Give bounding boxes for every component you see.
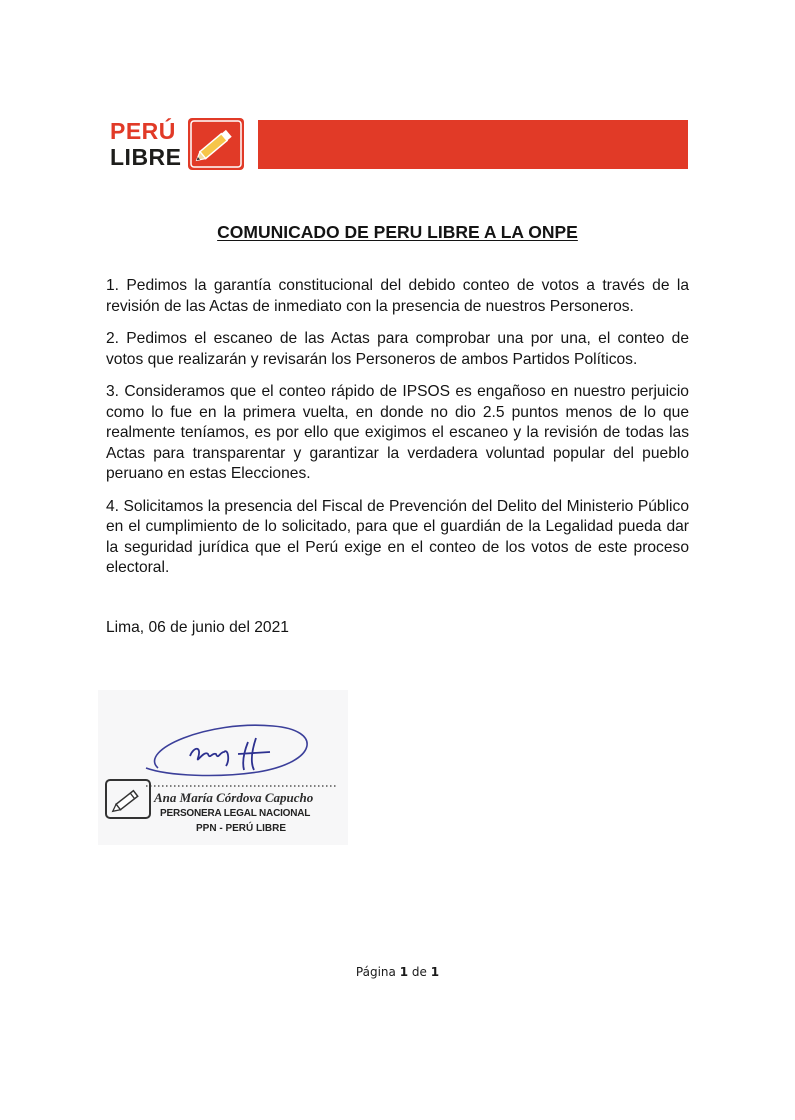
header-bar (258, 120, 688, 169)
logo-line-1: PERÚ (110, 118, 176, 144)
paragraph-2: 2. Pedimos el escaneo de las Actas para comprobar una por una, el conteo de votos que realizarán y revisarán los Personeros de ambos Partidos Políticos. (106, 330, 689, 368)
paragraph-3: 3. Consideramos que el conteo rápido de IPSOS es engañoso en nuestro perjuicio como lo fue en la primera vuelta, en donde no dio 2.5 puntos menos de lo que realmente teníamos, es por ello que exigimos el escaneo y la revisión de todas las Actas para transparentar y garantizar la verdadera voluntad popular del pueblo peruano en estas Elecciones. (106, 383, 689, 482)
page-number (0, 965, 795, 979)
signature-block (98, 690, 348, 845)
signatory-role: PERSONERA LEGAL NACIONAL (160, 808, 311, 819)
logo-line-2: LIBRE (110, 144, 182, 170)
place-date: Lima, 06 de junio del 2021 (106, 619, 289, 636)
document-body (106, 276, 689, 591)
current-page: 1 (399, 965, 409, 979)
paragraph-4: 4. Solicitamos la presencia del Fiscal de Prevención del Delito del Ministerio Público en el cumplimiento de lo solicitado, para que el guardián de la Legalidad pueda dar la seguridad jurídica que el Perú exige en el conteo de los votos de este proceso electoral. (106, 497, 689, 576)
document-title: COMUNICADO DE PERU LIBRE A LA ONPE (217, 222, 578, 242)
party-logo-text (110, 118, 182, 170)
signatory-party: PPN - PERÚ LIBRE (196, 823, 287, 834)
page-label: Página (355, 965, 396, 979)
pencil-icon (188, 118, 244, 170)
handwritten-signature (98, 690, 348, 845)
paragraph-1: 1. Pedimos la garantía constitucional del debido conteo de votos a través de la revisión de las Actas de inmediato con la presencia de nuestros Personeros. (106, 277, 689, 315)
total-pages: 1 (430, 965, 440, 979)
page-sep: de (411, 965, 427, 979)
signatory-name: Ana María Córdova Capucho (154, 790, 314, 805)
